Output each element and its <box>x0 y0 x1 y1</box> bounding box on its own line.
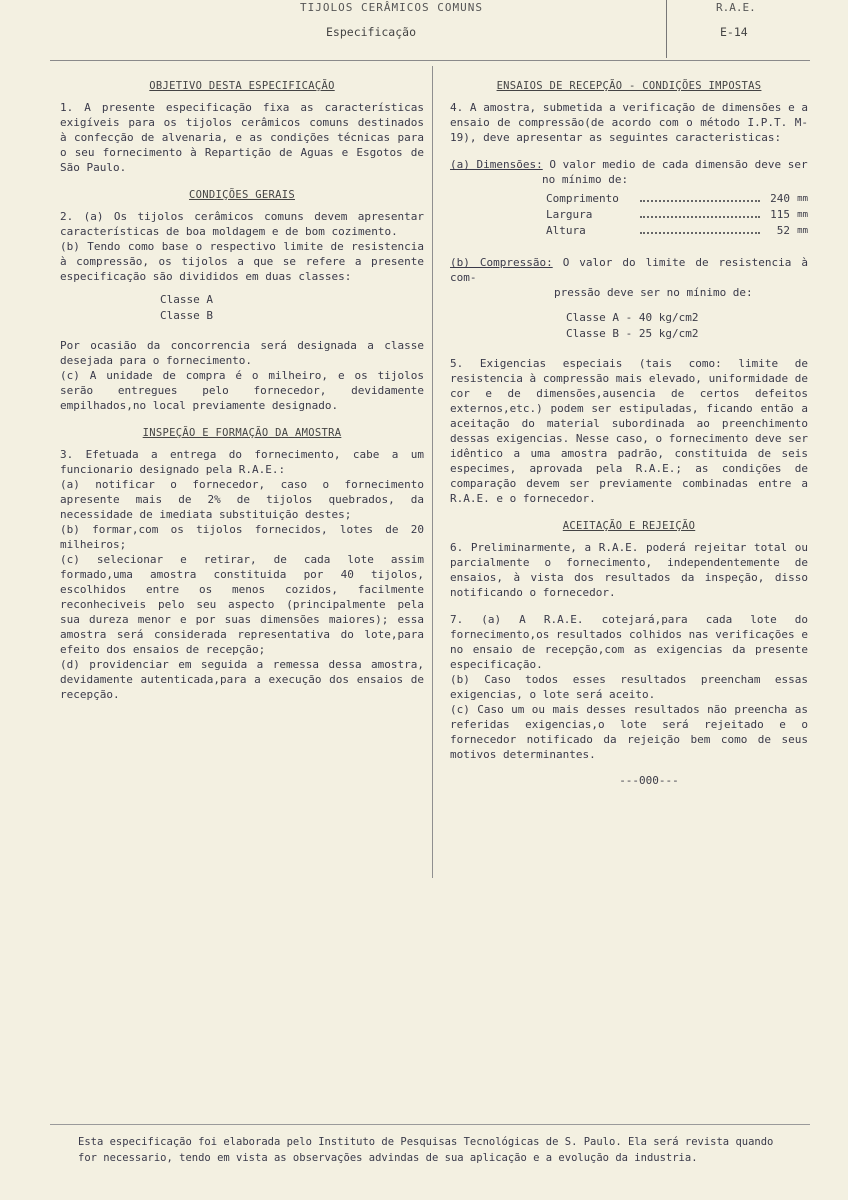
dimension-unit: mm <box>797 194 808 204</box>
compression-intro <box>450 255 808 300</box>
paragraph-2a: 2. (a) Os tijolos cerâmicos comuns devem apresentar características de boa moldagem e de bom cozimento. <box>60 210 424 238</box>
class-b-resistance: Classe B - 25 kg/cm2 <box>566 327 699 340</box>
paragraph-3c: (c) selecionar e retirar, de cada lote assim formado,uma amostra constituida por 40 tijolos, escolhidos entre os menos cozidos, facilmente reconheciveis pelo seu aspecto (principalmente pela sua dureza menor e por suas dimensões maiores); essa amostra será considerada representativa do lote,para efeito dos ensaios de recepção; <box>60 553 424 656</box>
dot-leader <box>640 232 760 234</box>
paragraph-3d: (d) providenciar em seguida a remessa dessa amostra, devidamente autenticada,para a execução dos ensaios de recepção. <box>60 658 424 701</box>
dimension-row <box>450 223 808 239</box>
dimension-value: 240 <box>770 192 790 205</box>
dimensions-label: (a) Dimensões: <box>450 158 543 171</box>
header-divider <box>666 0 667 58</box>
compression-text-1: O valor do limite de resistencia à com- <box>450 256 808 284</box>
compression-text-2: pressão deve ser no mínimo de: <box>554 286 753 299</box>
paragraph-2b: (b) Tendo como base o respectivo limite de resistencia à compressão, os tijolos a que se refere a presente especificação são divididos em duas classes: <box>60 240 424 283</box>
dimension-value: 115 <box>770 208 790 221</box>
compression-classes <box>450 310 808 342</box>
document-subtitle: Especificação <box>326 25 417 39</box>
section-heading-condicoes: CONDIÇÕES GERAIS <box>189 189 295 201</box>
class-a-label: Classe A <box>160 293 213 306</box>
organization-code: R.A.E. <box>716 1 756 14</box>
document-title: TIJOLOS CERÂMICOS COMUNS <box>300 1 483 14</box>
class-a-resistance: Classe A - 40 kg/cm2 <box>566 311 699 324</box>
dimensions-text-1: O valor medio de cada dimensão deve ser <box>549 158 808 171</box>
paragraph-6: 6. Preliminarmente, a R.A.E. poderá rejeitar total ou parcialmente o fornecimento, independentemente de ensaios, à vista dos resultados da inspeção, disso notificando o fornecedor. <box>450 541 808 599</box>
dot-leader <box>640 216 760 218</box>
dimensions-table <box>450 191 808 239</box>
left-column <box>60 78 424 714</box>
dimension-name: Largura <box>546 208 593 221</box>
paragraph-1: 1. A presente especificação fixa as características exigíveis para os tijolos cerâmicos comuns destinados à confecção de alvenaria, e as condições técnicas para o seu fornecimento à Repartição de Aguas e Esgotos de São Paulo. <box>60 101 424 174</box>
paragraph-2d: (c) A unidade de compra é o milheiro, e os tijolos serão entregues pelo fornecedor, devidamente empilhados,no local previamente designado. <box>60 369 424 412</box>
dimension-value: 52 <box>776 224 790 237</box>
dot-leader <box>640 200 760 202</box>
class-b-label: Classe B <box>160 309 213 322</box>
paragraph-3a: (a) notificar o fornecedor, caso o fornecimento apresente mais de 2% de tijolos quebrados, da necessidade de imediata substituição destes; <box>60 478 424 521</box>
class-list <box>60 292 424 324</box>
footer-rule <box>50 1124 810 1125</box>
header-rule <box>50 60 810 61</box>
dimension-unit: mm <box>797 226 808 236</box>
section-heading-aceitacao: ACEITAÇÃO E REJEIÇÃO <box>562 520 696 532</box>
paragraph-4: 4. A amostra, submetida a verificação de dimensões e a ensaio de compressão(de acordo com o método I.P.T. M-19), deve apresentar as seguintes caracteristicas: <box>450 101 808 144</box>
spec-code: E-14 <box>720 25 748 39</box>
compression-label: (b) Compressão: <box>450 256 553 269</box>
dimension-name: Altura <box>546 224 586 237</box>
column-divider <box>432 66 433 878</box>
paragraph-7a: 7. (a) A R.A.E. cotejará,para cada lote do fornecimento,os resultados colhidos nas verificações e no ensaio de recepção,com as exigencias da presente especificação. <box>450 613 808 671</box>
section-heading-ensaios: ENSAIOS DE RECEPÇÃO - CONDIÇÕES IMPOSTAS <box>496 80 762 92</box>
dimensions-text-2: no mínimo de: <box>542 173 629 186</box>
dimension-row <box>450 191 808 207</box>
dimensions-intro <box>450 157 808 187</box>
section-heading-inspecao: INSPEÇÃO E FORMAÇÃO DA AMOSTRA <box>142 427 342 439</box>
paragraph-5: 5. Exigencias especiais (tais como: limite de resistencia à compressão mais elevado, uniformidade de cor e de dimensões,ausencia de certos defeitos externos,etc.) podem ser estipuladas, ficando então a aceitação do material subordinada ao preenchimento dessas exigencias. Nesse caso, o fornecimento deve ser idêntico a uma amostra padrão, constituida de seis especimes, aprovada pela R.A.E.; as condições de comparação devem ser previamente combinadas entre a R.A.E. e o fornecedor. <box>450 357 808 505</box>
dimension-unit: mm <box>797 210 808 220</box>
footer-note: Esta especificação foi elaborada pelo Instituto de Pesquisas Tecnológicas de S. Paulo. Ela será revista quando for necessario, tendo em vista as observações advindas de sua aplicação e a evolução da industria. <box>78 1136 774 1164</box>
paragraph-2c: Por ocasião da concorrencia será designada a classe desejada para o fornecimento. <box>60 339 424 367</box>
paragraph-3b: (b) formar,com os tijolos fornecidos, lotes de 20 milheiros; <box>60 523 424 551</box>
paragraph-7c: (c) Caso um ou mais desses resultados não preencha as referidas exigencias,o lote será rejeitado e o fornecedor notificado da rejeição bem como de seus motivos determinantes. <box>450 703 808 761</box>
paragraph-7b: (b) Caso todos esses resultados preencham essas exigencias, o lote será aceito. <box>450 673 808 701</box>
right-column <box>450 78 808 787</box>
paragraph-3: 3. Efetuada a entrega do fornecimento, cabe a um funcionario designado pela R.A.E.: <box>60 448 424 476</box>
header-block <box>0 0 848 60</box>
end-mark: ---000--- <box>619 774 679 787</box>
dimension-row <box>450 207 808 223</box>
dimension-name: Comprimento <box>546 192 619 205</box>
section-heading-objetivo: OBJETIVO DESTA ESPECIFICAÇÃO <box>149 80 335 92</box>
